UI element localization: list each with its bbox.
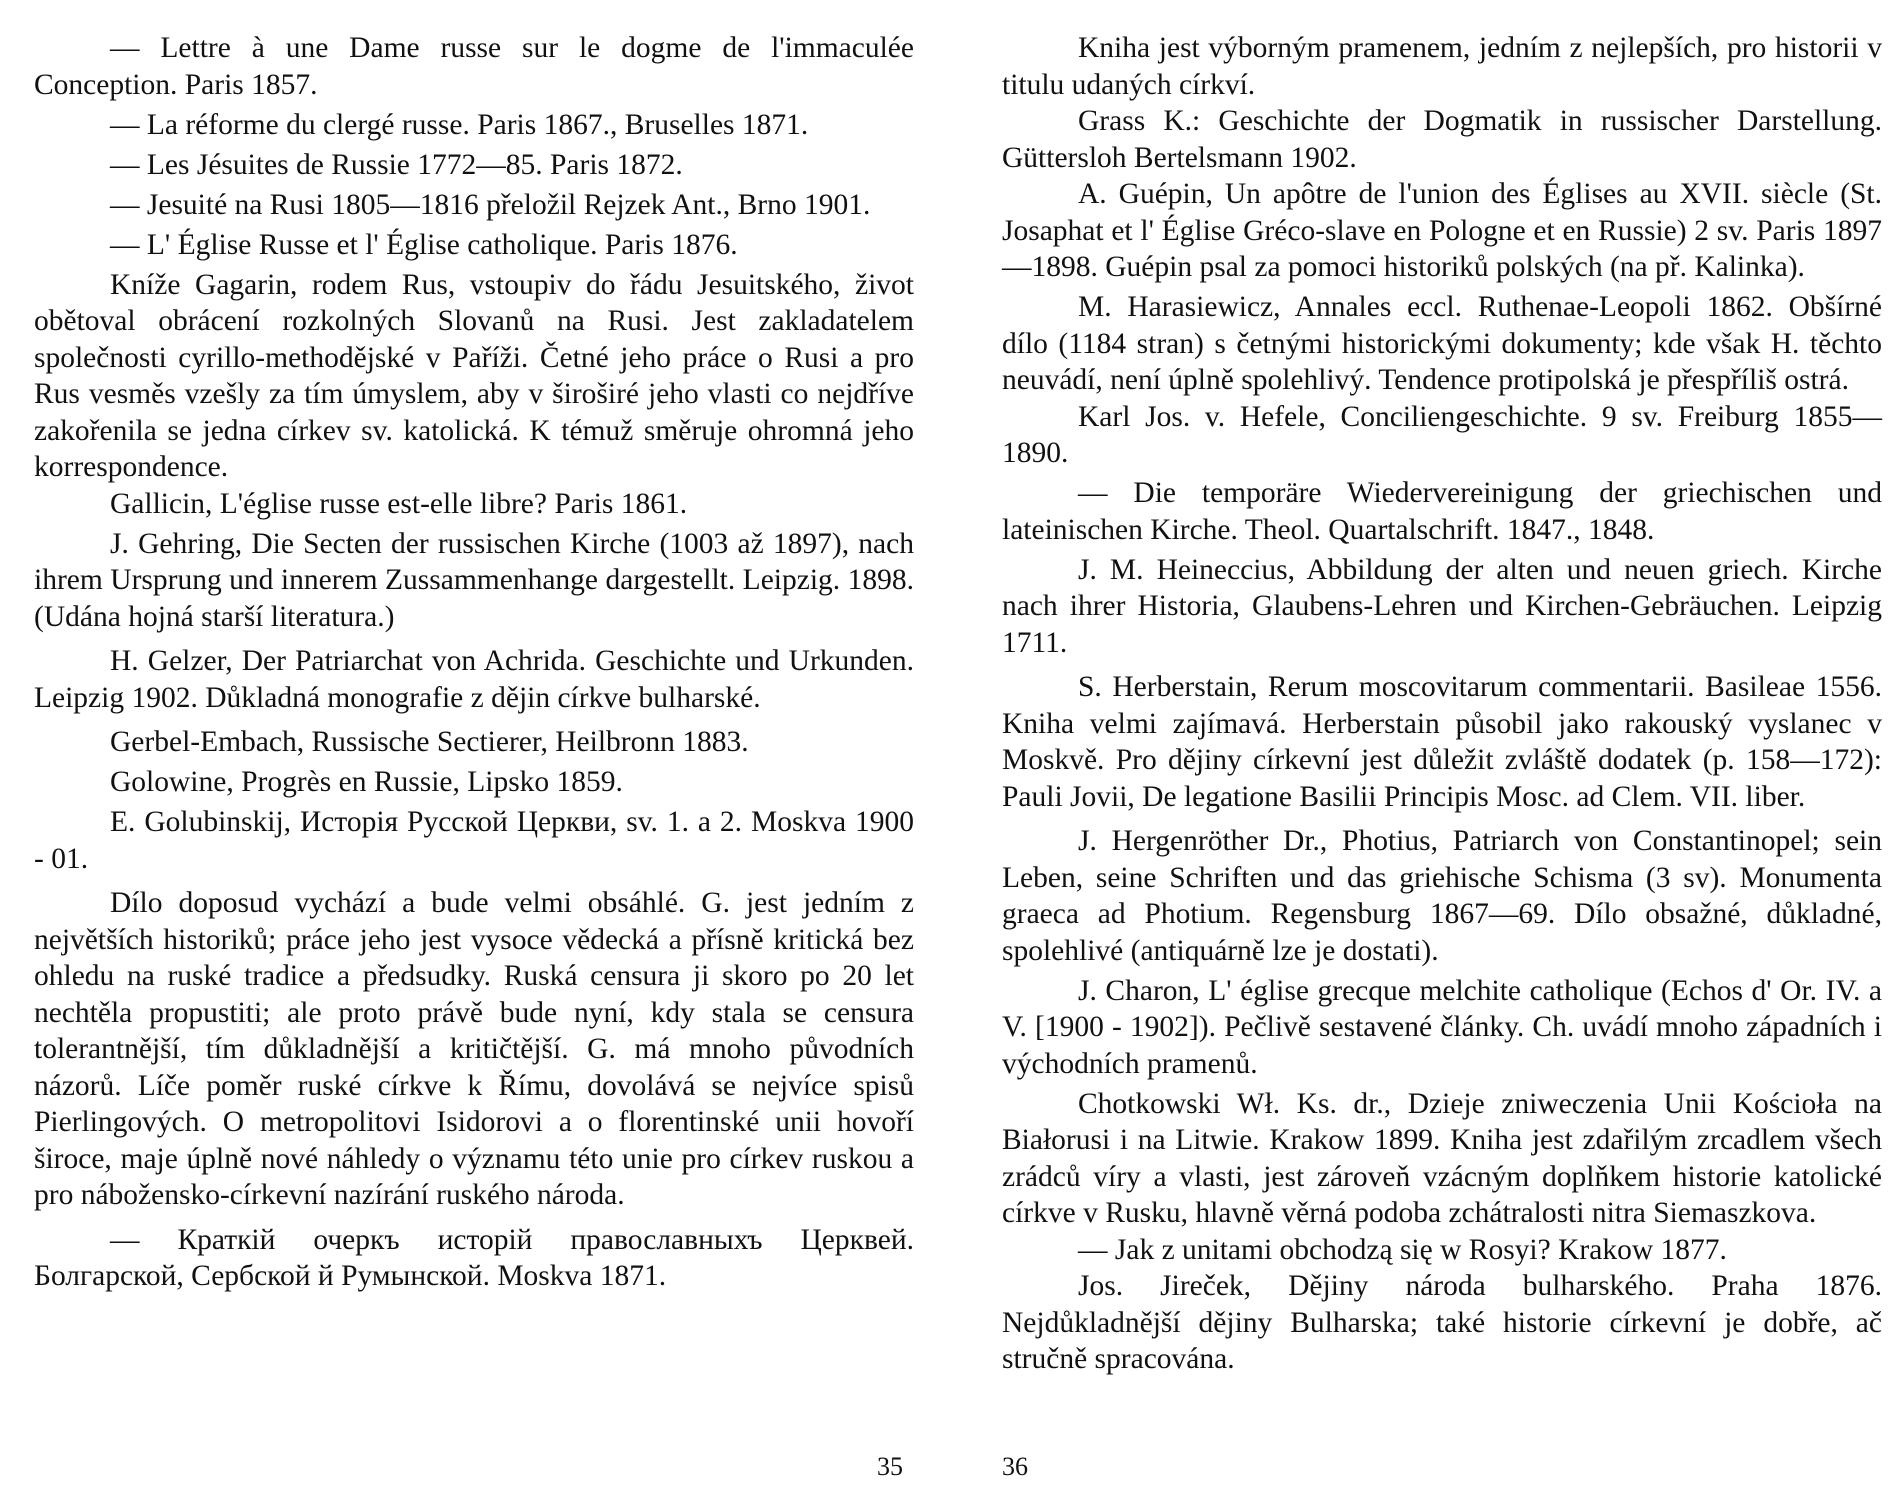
left-paragraph-8: J. Gehring, Die Secten der russischen Kirche (1003 až 1897), nach ihrem Ursprung und innerem Zussammenhange dargestellt. Leipzig. 1898. (Udána hojná starší literatura.) bbox=[34, 527, 914, 633]
left-paragraph-12: E. Golubinskij, Исторія Русской Церкви, sv. 1. a 2. Moskva 1900 - 01. bbox=[34, 806, 914, 875]
left-paragraph-1: — Lettre à une Dame russe sur le dogme de l'immaculée Conception. Paris 1857. bbox=[34, 32, 914, 101]
left-paragraph-7: Gallicin, L'église russe est-elle libre? Paris 1861. bbox=[110, 487, 688, 520]
left-paragraph-10: Gerbel-Embach, Russische Sectierer, Heilbronn 1883. bbox=[110, 726, 749, 758]
right-paragraph-6: — Die temporäre Wiedervereinigung der griechischen und lateinischen Kirche. Theol. Quartalschrift. 1847., 1848. bbox=[1002, 477, 1882, 546]
right-paragraph-7: J. M. Heineccius, Abbildung der alten und neuen griech. Kirche nach ihrer Historia, Glaubens-Lehren und Kirchen-Gebräuchen. Leipzig 1711. bbox=[1002, 553, 1882, 659]
right-page-text bbox=[1002, 30, 1882, 1381]
left-paragraph-6: Kníže Gagarin, rodem Rus, vstoupiv do řádu Jesuitského, život obětoval obrácení rozkolných Slovanů na Rusi. Jest zakladatelem společnosti cyrillo-methodějské v Paříži. Četné jeho práce o Rusi a pro Rus vesměs vzešly za tím úmyslem, aby v široširé jeho vlasti co nejdříve zakořenila se jedna církev sv. katolická. K témuž směruje ohromná jeho korrespondence. bbox=[34, 268, 914, 483]
right-page-number: 36 bbox=[1002, 1452, 1028, 1481]
left-page-text bbox=[34, 30, 914, 1298]
right-paragraph-12: — Jak z unitami obchodzą się w Rosyi? Krakow 1877. bbox=[1078, 1233, 1727, 1266]
right-paragraph-11: Chotkowski Wł. Ks. dr., Dzieje zniweczenia Unii Kościoła na Białorusi i na Litwie. Krakow 1899. Kniha jest zdařilým zrcadlem všech zrádců víry a vlasti, jest zároveň vzácným doplňkem historie katolické církve v Rusku, hlavně věrná podoba zchátralosti nitra Siemaszkova. bbox=[1002, 1087, 1882, 1229]
left-page-number: 35 bbox=[877, 1452, 903, 1481]
right-paragraph-4: M. Harasiewicz, Annales eccl. Ruthenae-Leopoli 1862. Obšírné dílo (1184 stran) s četnými historickými dokumenty; kde však H. těchto neuvádí, není úplně spolehlivý. Tendence protipolská je přespříliš ostrá. bbox=[1002, 291, 1882, 396]
left-paragraph-4: — Jesuité na Rusi 1805—1816 přeložil Rejzek Ant., Brno 1901. bbox=[110, 188, 871, 221]
right-paragraph-1: Kniha jest výborným pramenem, jedním z nejlepších, pro historii v titulu udaných církví. bbox=[1002, 32, 1882, 101]
left-paragraph-13: Dílo doposud vychází a bude velmi obsáhlé. G. jest jedním z největších historiků; práce jeho jest vysoce vědecká a přísně kritická bez ohledu na ruské tradice a předsudky. Ruská censura ji skoro po 20 let nechtěla propustiti; ale proto právě bude nyní, kdy stala se censura tolerantnější, tím důkladnější a kritičtější. G. má mnoho původních názorů. Líče poměr ruské církve k Římu, dovolává se nejvíce spisů Pierlingových. O metropolitovi Isidorovi a o florentinské unii hovoří široce, maje úplně nové náhledy o významu této unie pro církev ruskou a pro nábožensko-církevní nazírání ruského národa. bbox=[34, 887, 914, 1211]
left-paragraph-3: — Les Jésuites de Russie 1772—85. Paris 1872. bbox=[110, 148, 683, 181]
left-paragraph-5: — L' Église Russe et l' Église catholique. Paris 1876. bbox=[110, 228, 738, 261]
right-paragraph-13: Jos. Jireček, Dějiny národa bulharského. Praha 1876. Nejdůkladnější dějiny Bulharska; také historie církevní je dobře, ač stručně spracována. bbox=[1002, 1270, 1882, 1375]
left-paragraph-11: Golowine, Progrès en Russie, Lipsko 1859. bbox=[110, 766, 623, 798]
right-paragraph-9: J. Hergenröther Dr., Photius, Patriarch von Constantinopel; sein Leben, seine Schriften und das griehische Schisma (3 sv). Monumenta graeca ad Photium. Regensburg 1867—69. Dílo obsažné, důkladné, spolehlivé (antiquárně lze je dostati). bbox=[1002, 825, 1882, 967]
left-paragraph-9: H. Gelzer, Der Patriarchat von Achrida. Geschichte und Urkunden. Leipzig 1902. Důkladná monografie z dějin církve bulharské. bbox=[34, 645, 914, 714]
right-paragraph-3: A. Guépin, Un apôtre de l'union des Églises au XVII. siècle (St. Josaphat et l' Église Gréco-slave en Pologne et en Russie) 2 sv. Paris 1897—1898. Guépin psal za pomoci historiků polských (na př. Kalinka). bbox=[1002, 178, 1882, 283]
left-paragraph-14: — Краткій очеркъ исторій православныхъ Церквей. Болгарской, Сербской й Румынской. Moskva 1871. bbox=[34, 1223, 914, 1292]
right-paragraph-2: Grass K.: Geschichte der Dogmatik in russischer Darstellung. Güttersloh Bertelsmann 1902. bbox=[1002, 105, 1882, 174]
right-paragraph-10: J. Charon, L' église grecque melchite catholique (Echos d' Or. IV. a V. [1900 - 1902]). Pečlivě sestavené články. Ch. uvádí mnoho západních i východních pramenů. bbox=[1002, 974, 1882, 1080]
right-paragraph-5: Karl Jos. v. Hefele, Conciliengeschichte. 9 sv. Freiburg 1855—1890. bbox=[1002, 400, 1882, 469]
right-paragraph-8: S. Herberstain, Rerum moscovitarum commentarii. Basileae 1556. Kniha velmi zajímavá. Herberstain působil jako rakouský vyslanec v Moskvě. Pro dějiny církevní jest důležit zvláště dodatek (p. 158—172): Pauli Jovii, De legatione Basilii Principis Mosc. ad Clem. VII. liber. bbox=[1002, 671, 1882, 813]
left-paragraph-2: — La réforme du clergé russe. Paris 1867., Bruselles 1871. bbox=[110, 108, 809, 141]
